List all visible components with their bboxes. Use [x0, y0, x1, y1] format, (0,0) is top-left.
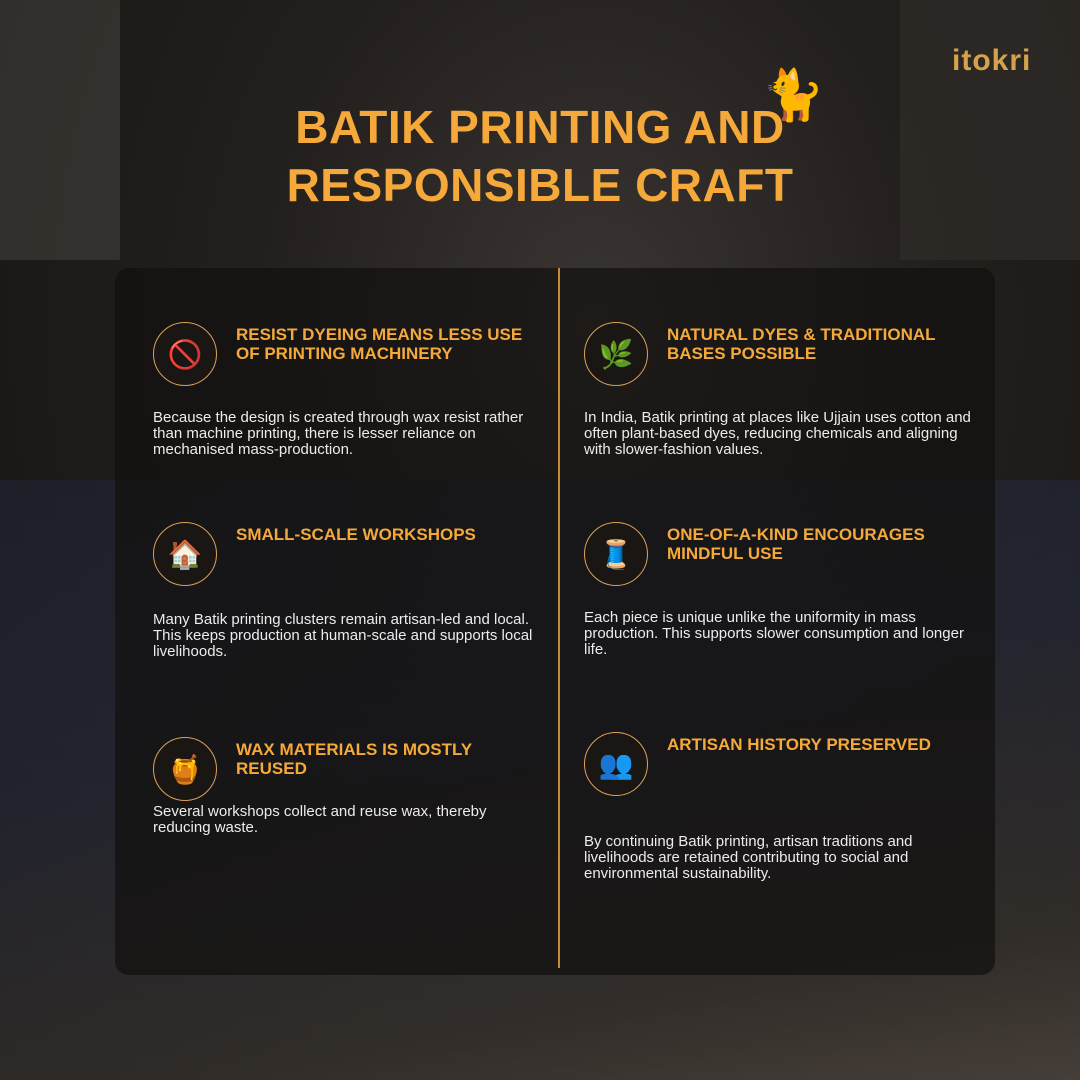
item-title: ARTISAN HISTORY PRESERVED	[667, 735, 931, 754]
item-body: Many Batik printing clusters remain artisan-led and local. This keeps production at human-scale and supports local livelihoods.	[153, 611, 533, 660]
wax-pot-icon: 🍯	[153, 737, 217, 801]
item-body: By continuing Batik printing, artisan traditions and livelihoods are retained contributing to social and environmental sustainability.	[584, 833, 913, 882]
item-body: In India, Batik printing at places like Ujjain uses cotton and often plant-based dyes, reducing chemicals and aligning with slower-fashion values.	[584, 409, 971, 458]
brand-logo: itokri	[952, 44, 1032, 77]
artisans-icon: 👥	[584, 732, 648, 796]
item-title: ONE-OF-A-KIND ENCOURAGES MINDFUL USE	[667, 525, 925, 563]
title-line-2: RESPONSIBLE CRAFT	[286, 159, 794, 211]
item-body: Several workshops collect and reuse wax, thereby reducing waste.	[153, 803, 487, 836]
natural-dyes-icon: 🌿	[584, 322, 648, 386]
item-title: WAX MATERIALS IS MOSTLY REUSED	[236, 740, 472, 778]
workshop-icon: 🏠	[153, 522, 217, 586]
column-divider	[558, 268, 560, 968]
item-body: Because the design is created through wax resist rather than machine printing, there is lesser reliance on mechanised mass-production.	[153, 409, 524, 458]
fabric-piece-icon: 🧵	[584, 522, 648, 586]
title-line-1: BATIK PRINTING AND	[295, 101, 785, 153]
cat-illustration-icon: 🐈	[762, 67, 825, 123]
item-title: SMALL-SCALE WORKSHOPS	[236, 525, 476, 544]
item-title: RESIST DYEING MEANS LESS USE OF PRINTING MACHINERY	[236, 325, 523, 363]
item-body: Each piece is unique unlike the uniformity in mass production. This supports slower consumption and longer life.	[584, 609, 964, 658]
item-title: NATURAL DYES & TRADITIONAL BASES POSSIBLE	[667, 325, 936, 363]
page-title	[0, 98, 1080, 214]
no-machine-icon: 🚫	[153, 322, 217, 386]
